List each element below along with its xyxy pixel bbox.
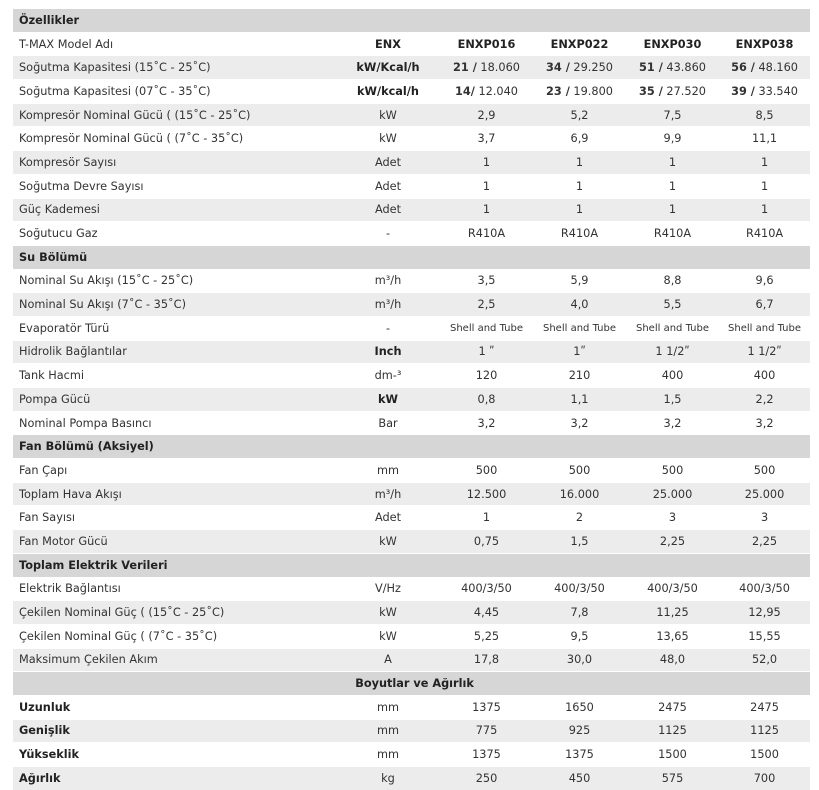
capacity-kcal: 43.860 (662, 61, 706, 75)
row-unit: A (336, 648, 440, 672)
row-label: Ağırlık (13, 767, 336, 790)
row-unit: Adet (336, 151, 440, 175)
table-row (13, 103, 810, 127)
row-value: 1 (719, 198, 810, 222)
row-value: 500 (719, 459, 810, 483)
row-value: 2,9 (440, 103, 533, 127)
row-value: 1375 (533, 743, 626, 767)
row-value: 1 (440, 151, 533, 175)
row-label: Hidrolik Bağlantılar (13, 340, 336, 364)
row-value: 2,25 (719, 530, 810, 554)
row-label: Pompa Gücü (13, 388, 336, 412)
capacity-kcal: 33.540 (754, 84, 798, 98)
capacity-kw: 23 / (546, 84, 570, 98)
row-value: 1125 (719, 719, 810, 743)
table-row (13, 411, 810, 435)
row-value (626, 80, 719, 104)
row-value: 3,5 (440, 269, 533, 293)
row-value: 1125 (626, 719, 719, 743)
table-row (13, 743, 810, 767)
row-label: Tank Hacmi (13, 364, 336, 388)
section-header (13, 435, 810, 459)
row-label: Fan Sayısı (13, 506, 336, 530)
row-label: Kompresör Nominal Gücü ( (7˚C - 35˚C) (13, 127, 336, 151)
row-unit: - (336, 222, 440, 246)
row-value: 1 (533, 174, 626, 198)
row-value: 5,2 (533, 103, 626, 127)
row-value: 2,2 (719, 388, 810, 412)
row-unit: m³/h (336, 482, 440, 506)
row-label: Çekilen Nominal Güç ( (15˚C - 25˚C) (13, 601, 336, 625)
row-value (719, 80, 810, 104)
row-value: 1,5 (626, 388, 719, 412)
row-value: 3,2 (719, 411, 810, 435)
row-value: 30,0 (533, 648, 626, 672)
capacity-kcal: 19.800 (569, 84, 613, 98)
row-unit: V/Hz (336, 577, 440, 601)
row-label: Soğutma Devre Sayısı (13, 174, 336, 198)
row-value: 700 (719, 767, 810, 790)
capacity-kw: 51 / (639, 61, 663, 75)
row-unit: Adet (336, 198, 440, 222)
row-unit: kW (336, 601, 440, 625)
row-value: 400/3/50 (626, 577, 719, 601)
section-title: Özellikler (13, 9, 810, 33)
row-value: 6,9 (533, 127, 626, 151)
table-row (13, 316, 810, 340)
row-unit: mm (336, 459, 440, 483)
row-value: 1 1/2ʺ (719, 340, 810, 364)
row-value: 500 (533, 459, 626, 483)
row-value: ENXP030 (626, 32, 719, 56)
row-value: R410A (533, 222, 626, 246)
row-unit: Bar (336, 411, 440, 435)
row-value: 9,9 (626, 127, 719, 151)
table-row (13, 364, 810, 388)
row-value: 13,65 (626, 624, 719, 648)
table-row (13, 767, 810, 790)
row-unit: mm (336, 743, 440, 767)
table-row (13, 601, 810, 625)
section-title: Boyutlar ve Ağırlık (13, 672, 810, 696)
table-row (13, 459, 810, 483)
row-value: 1 (533, 151, 626, 175)
row-value: 3,2 (533, 411, 626, 435)
section-header (13, 672, 810, 696)
row-value: 8,8 (626, 269, 719, 293)
row-unit: kW (336, 530, 440, 554)
table-row (13, 340, 810, 364)
row-value: 0,75 (440, 530, 533, 554)
row-value: 210 (533, 364, 626, 388)
section-title: Toplam Elektrik Verileri (13, 553, 810, 577)
table-row (13, 293, 810, 317)
table-row (13, 530, 810, 554)
row-value: 400 (719, 364, 810, 388)
row-value: 3,2 (440, 411, 533, 435)
row-value: 8,5 (719, 103, 810, 127)
row-value: 925 (533, 719, 626, 743)
row-unit: - (336, 316, 440, 340)
row-value: 1 ʺ (440, 340, 533, 364)
row-value: 1 (440, 198, 533, 222)
row-value (440, 80, 533, 104)
capacity-kcal: 27.520 (662, 84, 706, 98)
capacity-kcal: 12.040 (474, 84, 518, 98)
row-value: 400/3/50 (440, 577, 533, 601)
row-value: 9,5 (533, 624, 626, 648)
row-value: 4,45 (440, 601, 533, 625)
row-value: 500 (626, 459, 719, 483)
table-row (13, 388, 810, 412)
table-row (13, 174, 810, 198)
capacity-kw: 21 / (453, 61, 477, 75)
capacity-kw: 14/ (455, 84, 475, 98)
row-value: 1ʺ (533, 340, 626, 364)
spec-table-body (13, 9, 810, 790)
row-label: Yükseklik (13, 743, 336, 767)
row-value: 1650 (533, 695, 626, 719)
table-row (13, 127, 810, 151)
table-row (13, 506, 810, 530)
row-unit: m³/h (336, 293, 440, 317)
row-label: Kompresör Nominal Gücü ( (15˚C - 25˚C) (13, 103, 336, 127)
row-value (533, 56, 626, 80)
row-unit: Adet (336, 174, 440, 198)
row-label: Nominal Pompa Basıncı (13, 411, 336, 435)
row-value: Shell and Tube (626, 316, 719, 340)
row-value: 1 (719, 151, 810, 175)
row-value: 11,1 (719, 127, 810, 151)
table-row (13, 577, 810, 601)
row-value: 25.000 (719, 482, 810, 506)
row-value: 1375 (440, 695, 533, 719)
row-unit: kW (336, 388, 440, 412)
table-row (13, 648, 810, 672)
row-value: R410A (719, 222, 810, 246)
row-unit: kW (336, 103, 440, 127)
table-row (13, 624, 810, 648)
row-value: 120 (440, 364, 533, 388)
row-value: 1500 (719, 743, 810, 767)
row-value: 5,5 (626, 293, 719, 317)
row-value: 250 (440, 767, 533, 790)
row-value: 1 (626, 151, 719, 175)
row-value (533, 80, 626, 104)
row-label: Maksimum Çekilen Akım (13, 648, 336, 672)
row-value: 1375 (440, 743, 533, 767)
section-header (13, 9, 810, 33)
row-value: 450 (533, 767, 626, 790)
row-unit: dm-³ (336, 364, 440, 388)
row-value: 3 (626, 506, 719, 530)
row-label: Soğutucu Gaz (13, 222, 336, 246)
row-value: Shell and Tube (440, 316, 533, 340)
row-value: 1 (719, 174, 810, 198)
capacity-kcal: 48.160 (754, 61, 798, 75)
row-value: 12.500 (440, 482, 533, 506)
row-label: Soğutma Kapasitesi (15˚C - 25˚C) (13, 56, 336, 80)
row-unit: kW/Kcal/h (336, 56, 440, 80)
table-row (13, 269, 810, 293)
row-unit: m³/h (336, 269, 440, 293)
row-value: R410A (440, 222, 533, 246)
capacity-kw: 39 / (731, 84, 755, 98)
row-value: 1 (626, 198, 719, 222)
row-label: Uzunluk (13, 695, 336, 719)
row-label: T-MAX Model Adı (13, 32, 336, 56)
row-value: 1 (440, 174, 533, 198)
row-label: Fan Motor Gücü (13, 530, 336, 554)
row-label: Çekilen Nominal Güç ( (7˚C - 35˚C) (13, 624, 336, 648)
row-value: 12,95 (719, 601, 810, 625)
row-value: Shell and Tube (533, 316, 626, 340)
row-value: 0,8 (440, 388, 533, 412)
capacity-kw: 34 / (546, 61, 570, 75)
row-value: 775 (440, 719, 533, 743)
row-label: Toplam Hava Akışı (13, 482, 336, 506)
row-value: 2,5 (440, 293, 533, 317)
row-label: Soğutma Kapasitesi (07˚C - 35˚C) (13, 80, 336, 104)
row-value: 9,6 (719, 269, 810, 293)
row-value: 15,55 (719, 624, 810, 648)
row-value: 500 (440, 459, 533, 483)
row-value: 2475 (626, 695, 719, 719)
row-value: ENXP016 (440, 32, 533, 56)
capacity-kcal: 29.250 (569, 61, 613, 75)
row-unit: ENX (336, 32, 440, 56)
spec-table (13, 8, 810, 790)
row-value: 3,7 (440, 127, 533, 151)
table-row (13, 56, 810, 80)
table-row (13, 32, 810, 56)
row-label: Genişlik (13, 719, 336, 743)
section-title: Su Bölümü (13, 245, 810, 269)
section-title: Fan Bölümü (Aksiyel) (13, 435, 810, 459)
capacity-kw: 35 / (639, 84, 663, 98)
row-value: 5,25 (440, 624, 533, 648)
row-value: 11,25 (626, 601, 719, 625)
row-value: 575 (626, 767, 719, 790)
row-value (626, 56, 719, 80)
row-value: 400/3/50 (719, 577, 810, 601)
row-value: Shell and Tube (719, 316, 810, 340)
row-label: Nominal Su Akışı (15˚C - 25˚C) (13, 269, 336, 293)
row-unit: kW/kcal/h (336, 80, 440, 104)
row-unit: kg (336, 767, 440, 790)
row-label: Evaporatör Türü (13, 316, 336, 340)
row-value: 3 (719, 506, 810, 530)
row-value: 17,8 (440, 648, 533, 672)
row-value: 1 (533, 198, 626, 222)
table-row (13, 80, 810, 104)
row-label: Nominal Su Akışı (7˚C - 35˚C) (13, 293, 336, 317)
row-unit: kW (336, 624, 440, 648)
row-value: 400/3/50 (533, 577, 626, 601)
table-row (13, 695, 810, 719)
row-value: 2 (533, 506, 626, 530)
row-value: 48,0 (626, 648, 719, 672)
table-row (13, 222, 810, 246)
row-value: 2,25 (626, 530, 719, 554)
row-value: 1 (440, 506, 533, 530)
row-unit: Adet (336, 506, 440, 530)
row-label: Fan Çapı (13, 459, 336, 483)
table-row (13, 151, 810, 175)
row-value: 52,0 (719, 648, 810, 672)
capacity-kw: 56 / (731, 61, 755, 75)
section-header (13, 245, 810, 269)
table-row (13, 719, 810, 743)
row-value: 1 (626, 174, 719, 198)
row-value: 6,7 (719, 293, 810, 317)
row-value: 400 (626, 364, 719, 388)
row-value: 7,8 (533, 601, 626, 625)
row-value: 1500 (626, 743, 719, 767)
row-value: 4,0 (533, 293, 626, 317)
row-value: 5,9 (533, 269, 626, 293)
row-value: ENXP022 (533, 32, 626, 56)
row-value: 3,2 (626, 411, 719, 435)
row-value: 7,5 (626, 103, 719, 127)
row-unit: mm (336, 695, 440, 719)
row-label: Güç Kademesi (13, 198, 336, 222)
section-header (13, 553, 810, 577)
table-row (13, 198, 810, 222)
row-unit: Inch (336, 340, 440, 364)
row-label: Kompresör Sayısı (13, 151, 336, 175)
row-value: R410A (626, 222, 719, 246)
table-row (13, 482, 810, 506)
row-unit: kW (336, 127, 440, 151)
row-value (719, 56, 810, 80)
row-unit: mm (336, 719, 440, 743)
row-value: 25.000 (626, 482, 719, 506)
row-label: Elektrik Bağlantısı (13, 577, 336, 601)
row-value (440, 56, 533, 80)
row-value: 1 1/2ʺ (626, 340, 719, 364)
row-value: 16.000 (533, 482, 626, 506)
row-value: 2475 (719, 695, 810, 719)
row-value: 1,5 (533, 530, 626, 554)
capacity-kcal: 18.060 (476, 61, 520, 75)
row-value: ENXP038 (719, 32, 810, 56)
row-value: 1,1 (533, 388, 626, 412)
